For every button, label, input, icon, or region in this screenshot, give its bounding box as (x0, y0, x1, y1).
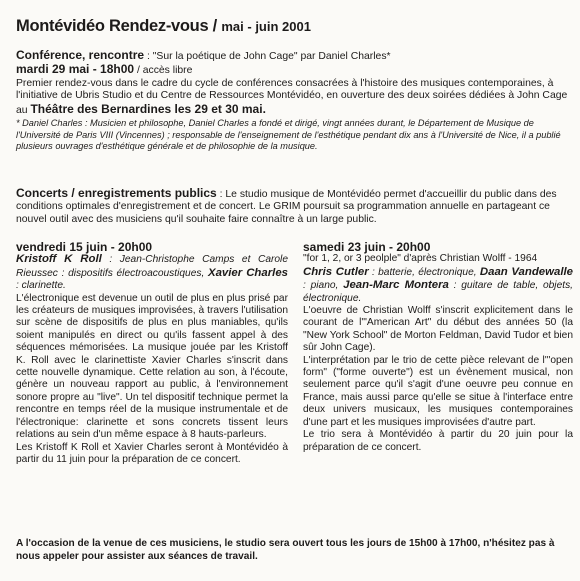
event-right-artist1: Chris Cutler (303, 265, 369, 278)
conference-quote: : "Sur la poétique de John Cage" par Daniel Charles* (146, 51, 391, 62)
event-left-paragraph-1: L'électronique est devenue un outil de plus en plus prisé par les créateurs de musiques improvisées, à travers l'utilisation sur scène de dispositifs de plus en plus maniables, qu'ils soient manipulés en direct ou qu'ils fassent appel à des séquences mémorisées. La musique jouée par les Kristoff K. Roll avec le clarinettiste Xavier Charles s'inscrit dans cette nouvelle dynamique. Cette relation au son, à l'écoute, génère un nouveau rapport au public, à l'environnement sonore propre au "live". Un tel dispositif technique permet la rencontre en temps réel de la musique instrumentale et de l'électronique: clarinette et sons concrets tissent leurs relations au sein d'un même espace à 8 hauts-parleurs. (16, 292, 288, 441)
concerts-label: Concerts / enregistrements publics (16, 186, 217, 200)
conference-section (16, 49, 572, 153)
conference-body: Premier rendez-vous dans le cadre du cycle de conférences consacrées à l'histoire des musiques contemporaines, à l'initiative de Ubris Studio et du Centre de Ressources Montévidéo, en ouverture des deux soirées dédiées à John Cage au (16, 77, 568, 116)
page-title (16, 17, 576, 36)
event-right-artist1-role: : batterie, électronique, (371, 266, 477, 278)
conference-date: mardi 29 mai - 18h00 (16, 62, 135, 77)
event-right-artist2: Daan Vandewalle (479, 265, 573, 278)
event-left-date: vendredi 15 juin - 20h00 (16, 240, 153, 254)
event-right-paragraph-1: L'oeuvre de Christian Wolff s'inscrit explicitement dans le courant de l'"American Art" du début des années 50 (la "New York School" de Morton Feldman, David Tudor et bien sûr John Cage). (303, 305, 573, 354)
title-main: Montévidéo Rendez-vous / (16, 17, 217, 35)
event-right-artist3-role: : guitare de table, objets, électronique. (303, 280, 573, 304)
event-left-paragraph-2: Les Kristoff K Roll et Xavier Charles seront à Montévidéo à partir du 11 juin pour la préparation de ce concert. (16, 441, 288, 465)
event-right (303, 241, 573, 454)
concerts-section (16, 187, 572, 226)
event-right-paragraph-3: Le trio sera à Montévidéo à partir du 20 juin pour la préparation de ce concert. (303, 429, 573, 453)
event-left-artist2: Xavier Charles (207, 266, 288, 279)
event-right-artist3: Jean-Marc Montera (343, 279, 449, 292)
conference-venue: Théâtre des Bernardines les 29 et 30 mai. (30, 101, 266, 116)
event-left-artist2-role: : clarinette. (16, 280, 66, 292)
event-right-artist2-role: : piano, (303, 280, 339, 292)
footer-note: A l'occasion de la venue de ces musiciens, le studio sera ouvert tous les jours de 15h00 à 17h00, n'hésitez pas à nous appeler pour assister aux séances de travail. (16, 538, 555, 562)
conference-footnote: * Daniel Charles : Musicien et philosophe, Daniel Charles a fondé et dirigé, vingt années durant, le Département de Musique de l'Université de Paris VIII (Vincennes) ; responsable de l'enseignement de l'esthétique pendant dix ans à l'Université de Nice, il a publié plusieurs ouvrages d'esthétique générale et de philosophie de la musique. (16, 118, 561, 152)
conference-access: / accès libre (136, 65, 193, 77)
event-left-artist1-role: : Jean-Christophe Camps et Carole Rieussec : dispositifs électroacoustiques, (16, 254, 288, 279)
event-right-date: samedi 23 juin - 20h00 (303, 240, 431, 254)
conference-label: Conférence, rencontre (16, 48, 145, 62)
event-right-work: "for 1, 2, or 3 peolple" d'après Christian Wolff - 1964 (303, 253, 538, 265)
event-left (16, 241, 288, 466)
event-left-artist1: Kristoff K Roll (16, 253, 102, 266)
title-dates: mai - juin 2001 (221, 19, 311, 34)
event-right-paragraph-2: L'interprétation par le trio de cette pièce relevant de l'"open form" ("forme ouverte") est un évènement musical, non seulement parce qu'il s'agit d'une oeuvre peu connue en France, mais aussi parce qu'elle se situe à l'interface entre deux univers musicaux, les musiques contemporaines d'une part et les musiques improvisées d'autre part. (303, 354, 573, 428)
concerts-body: : Le studio musique de Montévidéo permet d'accueillir du public dans des conditions optimales d'enregistrement et de concert. Le GRIM poursuit sa programmation annuelle en partageant ce nouvel outil avec des musiciens qu'il souhaite faire connaître à un large public. (16, 189, 557, 225)
